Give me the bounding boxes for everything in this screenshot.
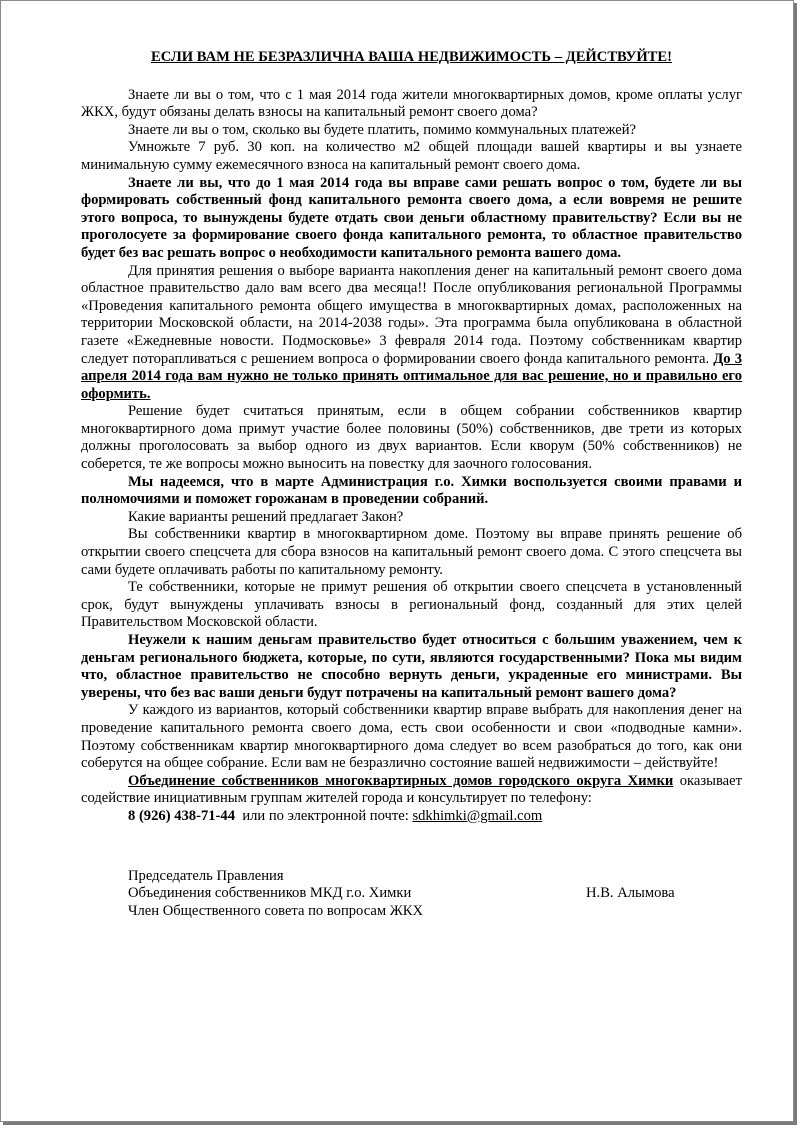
- paragraph-3: Умножьте 7 руб. 30 коп. на количество м2 общей площади вашей квартиры и вы узнаете минимальную сумму ежемесячного взноса на капитальный ремонт своего дома.: [81, 139, 742, 173]
- organization-name: Объединение собственников многоквартирных домов городского округа Химки: [128, 772, 674, 789]
- deadline-notice: До 3 апреля 2014 года вам нужно не только принять оптимальное для вас решение, но и правильно его оформить.: [81, 350, 742, 402]
- signature-line-3: Член Общественного совета по вопросам ЖКХ: [128, 902, 424, 919]
- document-body: [81, 49, 742, 920]
- paragraph-12: У каждого из вариантов, который собственники квартир вправе выбрать для накопления денег на проведение капитального ремонта своего дома, есть свои особенности и свои «подводные камни». Поэтому собственникам квартир многоквартирного дома следует во всем разобраться до того, как они соберутся на общее собрание. Если вам не безразлично состояние вашей недвижимости – действуйте!: [81, 702, 742, 772]
- paragraph-9: Вы собственники квартир в многоквартирном доме. Поэтому вы вправе принять решение об открытии своего спецсчета для сбора взносов на капитальный ремонт своего дома. С этого спецсчета вы сами будете оплачивать работы по капитальному ремонту.: [81, 526, 742, 578]
- phone-number: 8 (926) 438-71-44: [128, 807, 236, 824]
- signature-line-1: Председатель Правления: [128, 867, 284, 884]
- paragraph-5-text: Для принятия решения о выборе варианта накопления денег на капитальный ремонт своего дома областное правительство дало вам всего два месяца!! После опубликования региональной Программы «Проведения капитального ремонта общего имущества в многоквартирных домах, расположенных на территории Московской области, на 2014-2038 годы». Эта программа была опубликована в областной газете «Ежедневные новости. Подмосковье» 3 февраля 2014 года. Поэтому собственникам квартир следует поторапливаться с решением вопроса о формировании своего фонда капитального ремонта.: [81, 262, 742, 367]
- paragraph-2: Знаете ли вы о том, сколько вы будете платить, помимо коммунальных платежей?: [128, 121, 637, 138]
- paragraph-8: Какие варианты решений предлагает Закон?: [128, 508, 404, 525]
- paragraph-4-bold: Знаете ли вы, что до 1 мая 2014 года вы вправе сами решать вопрос о том, будете ли вы формировать собственный фонд капитального ремонта своего дома, а если вовремя не решите этого вопроса, то вынуждены будете отдать свои деньги областному правительству? Если вы не проголосуете за формирование своего фонда капитального ремонта, то областное правительство будет без вас решать вопрос о необходимости капитального ремонта вашего дома.: [81, 174, 742, 261]
- signature-block: [81, 868, 742, 921]
- signature-name: Н.В. Алымова: [586, 885, 675, 902]
- paragraph-10: Те собственники, которые не примут решения об открытии своего спецсчета в установленный срок, будут вынуждены уплачивать взносы в региональный фонд, созданный для этих целей Правительством Московской области.: [81, 579, 742, 631]
- paragraph-5: [81, 263, 742, 404]
- paragraph-11-bold: Неужели к нашим деньгам правительство будет относиться с большим уважением, чем к деньгам регионального бюджета, которые, по сути, являются государственными? Пока мы видим что, областное правительство не способно вернуть деньги, украденные его министрами. Вы уверены, что без вас ваши деньги будут потрачены на капитальный ремонт вашего дома?: [81, 632, 742, 701]
- paragraph-13: [81, 773, 742, 808]
- document-title: ЕСЛИ ВАМ НЕ БЕЗРАЗЛИЧНА ВАША НЕДВИЖИМОСТЬ – ДЕЙСТВУЙТЕ!: [150, 49, 673, 65]
- paragraph-7-bold: Мы надеемся, что в марте Администрация г.о. Химки воспользуется своими правами и полномочиями и поможет горожанам в проведении собраний.: [81, 473, 742, 508]
- signature-organization: Объединения собственников МКД г.о. Химки: [128, 885, 412, 902]
- email-link[interactable]: sdkhimki@gmail.com: [412, 807, 543, 824]
- signature-line-2: [81, 885, 742, 903]
- paragraph-1: Знаете ли вы о том, что с 1 мая 2014 года жители многоквартирных домов, кроме оплаты услуг ЖКХ, будут обязаны делать взносы на капитальный ремонт своего дома?: [81, 86, 742, 121]
- contact-line: [81, 808, 742, 826]
- paragraph-13-text: оказывает содействие инициативным группам жителей города и консультирует по телефону:: [81, 772, 742, 807]
- paragraph-6: Решение будет считаться принятым, если в общем собрании собственников квартир многоквартирного дома примут участие более половины (50%) собственников, две трети из которых должны проголосовать за выбор одного из двух вариантов. Если кворум (50% собственников) не соберется, те же вопросы можно выносить на повестку для заочного голосования.: [81, 403, 742, 473]
- email-prefix: или по электронной почте:: [235, 807, 413, 824]
